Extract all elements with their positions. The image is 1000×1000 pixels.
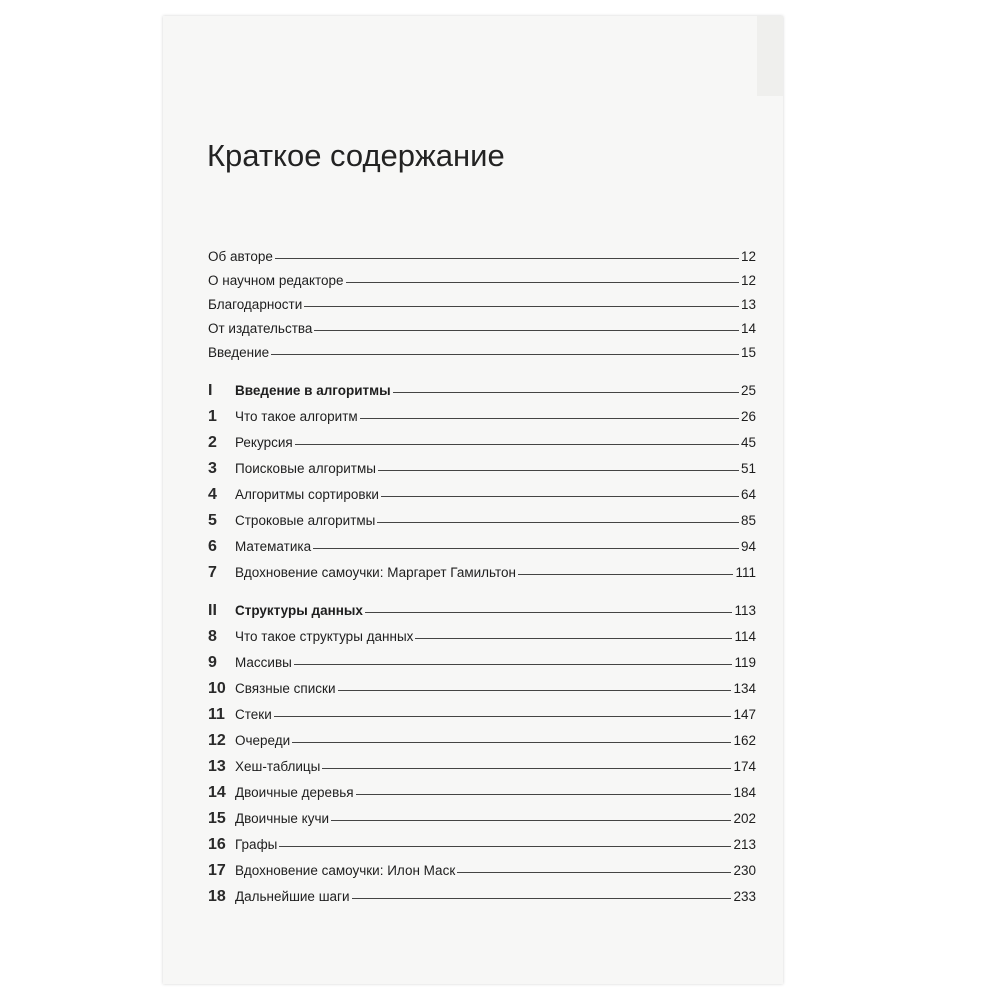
chapter-label: Стеки (235, 707, 272, 722)
leader-line (292, 742, 731, 743)
chapter-label: Очереди (235, 733, 291, 748)
toc-chapter-3 (208, 460, 756, 480)
chapter-number: 10 (208, 680, 226, 697)
toc-chapter-7 (208, 564, 756, 584)
chapter-label: Связные списки (235, 681, 336, 696)
toc-page-number: 25 (740, 383, 756, 398)
toc-label: Введение (208, 345, 270, 360)
toc-label: Об авторе (208, 249, 273, 264)
toc-page-number: 94 (740, 539, 756, 554)
toc-page-number: 111 (735, 565, 756, 580)
chapter-number: 7 (208, 564, 217, 581)
leader-line (294, 664, 733, 665)
toc-page-number: 15 (740, 345, 756, 360)
page-title: Краткое содержание (207, 138, 505, 173)
toc-chapter-9 (208, 654, 756, 674)
toc-chapter-13 (208, 758, 756, 778)
chapter-number: 16 (208, 836, 226, 853)
chapter-number: 6 (208, 538, 217, 555)
toc-page-number: 184 (733, 785, 756, 800)
toc-chapter-14 (208, 784, 756, 804)
page-edge (757, 16, 783, 96)
chapter-number: 15 (208, 810, 226, 827)
leader-line (346, 282, 739, 283)
toc-page-number: 12 (740, 249, 756, 264)
chapter-number: 11 (208, 706, 225, 723)
part-label: Структуры данных (235, 603, 363, 618)
toc-page-number: 85 (740, 513, 756, 528)
chapter-number: 3 (208, 460, 217, 477)
toc-chapter-8 (208, 628, 756, 648)
toc-page-number: 45 (740, 435, 756, 450)
leader-line (381, 496, 739, 497)
toc-part-2 (208, 602, 756, 622)
toc-page-number: 162 (733, 733, 756, 748)
leader-line (360, 418, 739, 419)
toc-page-number: 51 (740, 461, 756, 476)
chapter-number: 5 (208, 512, 217, 529)
chapter-number: 12 (208, 732, 226, 749)
toc-label: От издательства (208, 321, 313, 336)
toc-entry-about-author (208, 249, 756, 269)
chapter-label: Что такое алгоритм (235, 409, 358, 424)
chapter-label: Дальнейшие шаги (235, 889, 350, 904)
leader-line (295, 444, 739, 445)
toc-page-number: 147 (733, 707, 756, 722)
toc-chapter-6 (208, 538, 756, 558)
toc-chapter-5 (208, 512, 756, 532)
leader-line (356, 794, 732, 795)
toc-entry-science-editor (208, 273, 756, 293)
chapter-label: Двоичные кучи (235, 811, 330, 826)
leader-line (279, 846, 731, 847)
leader-line (275, 258, 739, 259)
leader-line (457, 872, 731, 873)
chapter-label: Графы (235, 837, 278, 852)
leader-line (271, 354, 739, 355)
part-number: II (208, 602, 217, 619)
toc-page-number: 174 (733, 759, 756, 774)
chapter-number: 9 (208, 654, 217, 671)
toc-entry-acknowledgements (208, 297, 756, 317)
chapter-label: Алгоритмы сортировки (235, 487, 379, 502)
toc-entry-from-publisher (208, 321, 756, 341)
leader-line (518, 574, 733, 575)
toc-entry-introduction (208, 345, 756, 365)
toc-page-number: 64 (740, 487, 756, 502)
chapter-label: Хеш-таблицы (235, 759, 321, 774)
toc-chapter-4 (208, 486, 756, 506)
chapter-number: 4 (208, 486, 217, 503)
toc-page-number: 213 (733, 837, 756, 852)
chapter-number: 18 (208, 888, 226, 905)
leader-line (378, 470, 739, 471)
toc-page-number: 12 (740, 273, 756, 288)
chapter-label: Двоичные деревья (235, 785, 354, 800)
leader-line (338, 690, 732, 691)
leader-line (415, 638, 732, 639)
leader-line (377, 522, 739, 523)
toc-page-number: 119 (734, 655, 756, 670)
toc-page-number: 202 (733, 811, 756, 826)
toc-chapter-17 (208, 862, 756, 882)
chapter-label: Поисковые алгоритмы (235, 461, 376, 476)
toc-page-number: 134 (733, 681, 756, 696)
toc-page-number: 113 (734, 603, 756, 618)
toc-page-number: 13 (740, 297, 756, 312)
chapter-label: Вдохновение самоучки: Маргарет Гамильтон (235, 565, 516, 580)
toc-chapter-18 (208, 888, 756, 908)
chapter-label: Вдохновение самоучки: Илон Маск (235, 863, 456, 878)
chapter-label: Массивы (235, 655, 292, 670)
book-page (163, 16, 783, 984)
toc-page-number: 114 (734, 629, 756, 644)
toc-chapter-11 (208, 706, 756, 726)
leader-line (313, 548, 739, 549)
chapter-label: Строковые алгоритмы (235, 513, 376, 528)
chapter-number: 13 (208, 758, 226, 775)
toc-label: Благодарности (208, 297, 303, 312)
toc-page-number: 26 (740, 409, 756, 424)
toc-chapter-16 (208, 836, 756, 856)
toc-page-number: 14 (740, 321, 756, 336)
chapter-number: 2 (208, 434, 217, 451)
chapter-number: 8 (208, 628, 217, 645)
leader-line (274, 716, 732, 717)
leader-line (304, 306, 739, 307)
toc-chapter-2 (208, 434, 756, 454)
chapter-number: 14 (208, 784, 226, 801)
part-number: I (208, 382, 213, 399)
toc-chapter-15 (208, 810, 756, 830)
toc-label: О научном редакторе (208, 273, 344, 288)
part-label: Введение в алгоритмы (235, 383, 391, 398)
toc-chapter-10 (208, 680, 756, 700)
chapter-label: Что такое структуры данных (235, 629, 414, 644)
leader-line (365, 612, 733, 613)
toc-page-number: 233 (733, 889, 756, 904)
chapter-number: 1 (208, 408, 217, 425)
toc-page-number: 230 (733, 863, 756, 878)
chapter-number: 17 (208, 862, 226, 879)
leader-line (393, 392, 739, 393)
leader-line (331, 820, 731, 821)
toc-chapter-1 (208, 408, 756, 428)
chapter-label: Математика (235, 539, 312, 554)
leader-line (352, 898, 732, 899)
chapter-label: Рекурсия (235, 435, 293, 450)
toc-chapter-12 (208, 732, 756, 752)
leader-line (314, 330, 739, 331)
toc-part-1 (208, 382, 756, 402)
leader-line (322, 768, 731, 769)
